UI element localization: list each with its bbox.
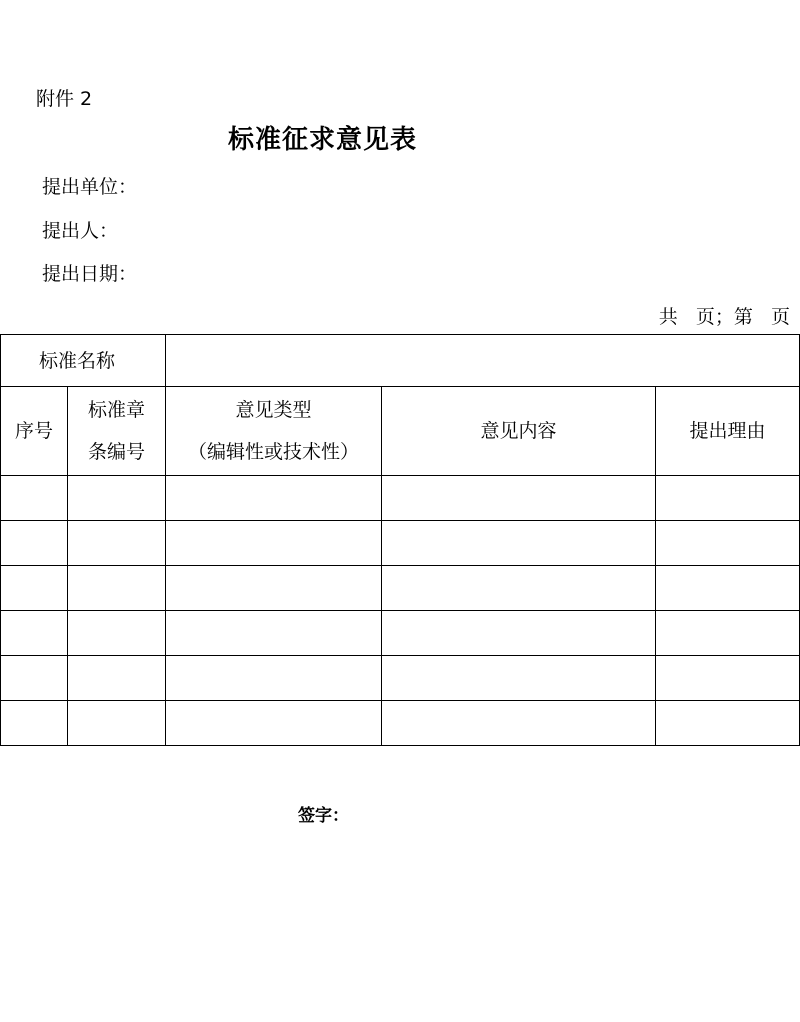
cell-clause[interactable] bbox=[68, 566, 166, 611]
submitting-unit-label: 提出单位： bbox=[42, 176, 138, 198]
cell-type[interactable] bbox=[166, 701, 382, 746]
standard-name-cell[interactable] bbox=[166, 335, 800, 387]
cell-content[interactable] bbox=[382, 701, 656, 746]
header-type bbox=[166, 387, 382, 476]
cell-clause[interactable] bbox=[68, 656, 166, 701]
header-reason: 提出理由 bbox=[656, 387, 800, 476]
cell-seq[interactable] bbox=[1, 476, 68, 521]
cell-type[interactable] bbox=[166, 611, 382, 656]
cell-reason[interactable] bbox=[656, 521, 800, 566]
standard-name-row bbox=[1, 335, 800, 387]
cell-reason[interactable] bbox=[656, 611, 800, 656]
cell-reason[interactable] bbox=[656, 701, 800, 746]
cell-content[interactable] bbox=[382, 521, 656, 566]
cell-seq[interactable] bbox=[1, 701, 68, 746]
cell-reason[interactable] bbox=[656, 476, 800, 521]
submitter-label: 提出人： bbox=[42, 220, 119, 242]
cell-type[interactable] bbox=[166, 476, 382, 521]
cell-clause[interactable] bbox=[68, 521, 166, 566]
header-clause-line2: 条编号 bbox=[88, 441, 146, 463]
header-clause bbox=[68, 387, 166, 476]
cell-content[interactable] bbox=[382, 611, 656, 656]
cell-content[interactable] bbox=[382, 476, 656, 521]
table-row bbox=[1, 521, 800, 566]
table-row bbox=[1, 611, 800, 656]
table-row bbox=[1, 656, 800, 701]
cell-type[interactable] bbox=[166, 656, 382, 701]
cell-content[interactable] bbox=[382, 566, 656, 611]
opinion-table bbox=[0, 334, 800, 746]
header-type-line1: 意见类型 bbox=[235, 399, 312, 421]
header-row bbox=[1, 387, 800, 476]
attachment-label: 附件 2 bbox=[36, 88, 93, 110]
cell-type[interactable] bbox=[166, 566, 382, 611]
table-row bbox=[1, 701, 800, 746]
header-type-line2: （编辑性或技术性） bbox=[188, 441, 360, 463]
cell-seq[interactable] bbox=[1, 521, 68, 566]
standard-name-label: 标准名称 bbox=[1, 335, 166, 387]
submit-date-label: 提出日期： bbox=[42, 263, 138, 285]
cell-reason[interactable] bbox=[656, 566, 800, 611]
signature-label: 签字： bbox=[298, 806, 349, 826]
header-seq: 序号 bbox=[1, 387, 68, 476]
header-content: 意见内容 bbox=[382, 387, 656, 476]
table-row bbox=[1, 476, 800, 521]
cell-clause[interactable] bbox=[68, 701, 166, 746]
cell-reason[interactable] bbox=[656, 656, 800, 701]
cell-clause[interactable] bbox=[68, 611, 166, 656]
cell-seq[interactable] bbox=[1, 656, 68, 701]
cell-seq[interactable] bbox=[1, 566, 68, 611]
cell-content[interactable] bbox=[382, 656, 656, 701]
page-title: 标准征求意见表 bbox=[228, 125, 418, 155]
cell-seq[interactable] bbox=[1, 611, 68, 656]
header-clause-line1: 标准章 bbox=[88, 399, 146, 421]
cell-type[interactable] bbox=[166, 521, 382, 566]
table-row bbox=[1, 566, 800, 611]
page-count: 共 页；第 页 bbox=[658, 306, 790, 328]
cell-clause[interactable] bbox=[68, 476, 166, 521]
